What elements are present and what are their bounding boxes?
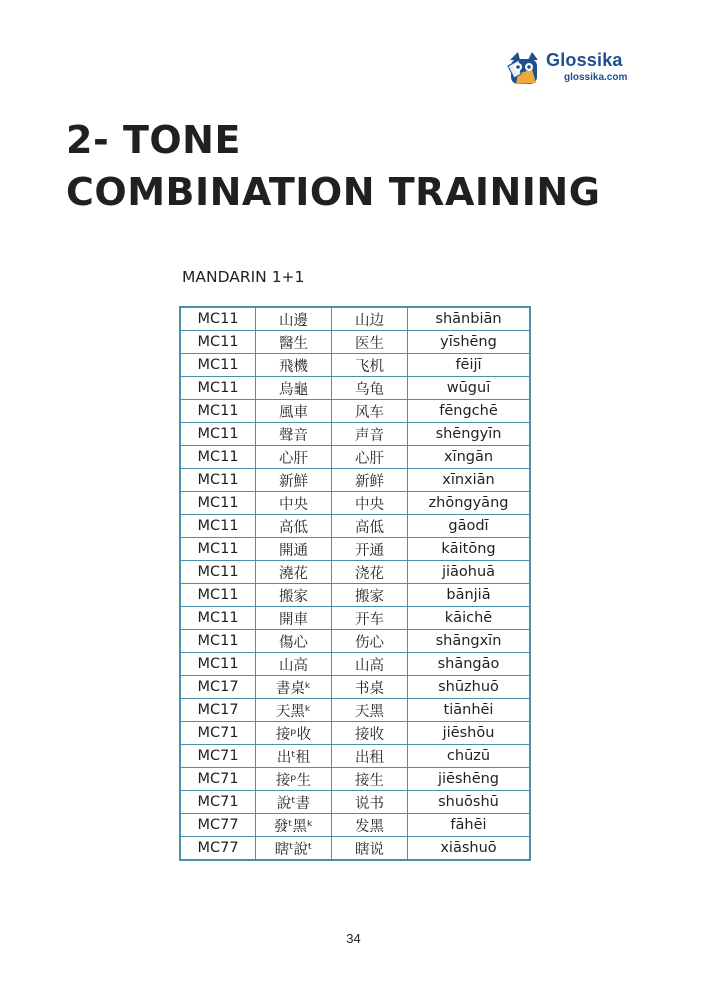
traditional-chinese-cell: 心肝 [256,446,332,469]
traditional-chinese-cell: 瞎ᵗ說ᵗ [256,837,332,861]
word-code-cell: MC11 [180,584,256,607]
table-row [180,538,530,561]
table-row [180,676,530,699]
simplified-chinese-cell: 中央 [332,492,408,515]
pinyin-cell: chūzū [408,745,531,768]
table-row [180,331,530,354]
word-code-cell: MC11 [180,607,256,630]
pinyin-cell: fēngchē [408,400,531,423]
table-row [180,515,530,538]
simplified-chinese-cell: 浇花 [332,561,408,584]
simplified-chinese-cell: 接收 [332,722,408,745]
traditional-chinese-cell: 中央 [256,492,332,515]
pinyin-cell: yīshēng [408,331,531,354]
table-row [180,307,530,331]
pinyin-cell: jiēshōu [408,722,531,745]
traditional-chinese-cell: 山高 [256,653,332,676]
tone-combination-table [179,306,531,861]
traditional-chinese-cell: 醫生 [256,331,332,354]
pinyin-cell: zhōngyāng [408,492,531,515]
traditional-chinese-cell: 新鮮 [256,469,332,492]
traditional-chinese-cell: 風車 [256,400,332,423]
page-title-line-2: COMBINATION TRAINING [66,170,601,214]
pinyin-cell: xīngān [408,446,531,469]
traditional-chinese-cell: 山邊 [256,307,332,331]
word-code-cell: MC11 [180,377,256,400]
table-row [180,354,530,377]
logo-url: glossika.com [564,72,628,83]
simplified-chinese-cell: 心肝 [332,446,408,469]
simplified-chinese-cell: 新鲜 [332,469,408,492]
traditional-chinese-cell: 傷心 [256,630,332,653]
pinyin-cell: shuōshū [408,791,531,814]
pinyin-cell: jiēshēng [408,768,531,791]
simplified-chinese-cell: 医生 [332,331,408,354]
simplified-chinese-cell: 山高 [332,653,408,676]
word-code-cell: MC11 [180,492,256,515]
word-code-cell: MC11 [180,653,256,676]
table-row [180,722,530,745]
traditional-chinese-cell: 接ᵖ收 [256,722,332,745]
traditional-chinese-cell: 說ᵗ書 [256,791,332,814]
pinyin-cell: shānbiān [408,307,531,331]
table-row [180,653,530,676]
table-row [180,584,530,607]
traditional-chinese-cell: 高低 [256,515,332,538]
word-code-cell: MC11 [180,446,256,469]
word-code-cell: MC77 [180,837,256,861]
word-code-cell: MC17 [180,699,256,722]
word-code-cell: MC11 [180,630,256,653]
word-code-cell: MC11 [180,331,256,354]
traditional-chinese-cell: 出ᵗ租 [256,745,332,768]
traditional-chinese-cell: 飛機 [256,354,332,377]
simplified-chinese-cell: 飞机 [332,354,408,377]
word-code-cell: MC71 [180,768,256,791]
traditional-chinese-cell: 搬家 [256,584,332,607]
traditional-chinese-cell: 天黑ᵏ [256,699,332,722]
logo-name: Glossika [546,50,623,70]
section-subtitle: MANDARIN 1+1 [182,268,305,286]
word-code-cell: MC71 [180,722,256,745]
traditional-chinese-cell: 接ᵖ生 [256,768,332,791]
pinyin-cell: tiānhēi [408,699,531,722]
pinyin-cell: wūguī [408,377,531,400]
simplified-chinese-cell: 高低 [332,515,408,538]
word-code-cell: MC11 [180,538,256,561]
traditional-chinese-cell: 書桌ᵏ [256,676,332,699]
table-row [180,745,530,768]
word-code-cell: MC11 [180,400,256,423]
glossika-logo [506,48,656,88]
table-row [180,768,530,791]
pinyin-cell: kāichē [408,607,531,630]
traditional-chinese-cell: 聲音 [256,423,332,446]
word-code-cell: MC11 [180,307,256,331]
word-code-cell: MC17 [180,676,256,699]
table-row [180,630,530,653]
simplified-chinese-cell: 天黑 [332,699,408,722]
traditional-chinese-cell: 澆花 [256,561,332,584]
simplified-chinese-cell: 乌龟 [332,377,408,400]
table-row [180,492,530,515]
simplified-chinese-cell: 说书 [332,791,408,814]
pinyin-cell: shūzhuō [408,676,531,699]
simplified-chinese-cell: 出租 [332,745,408,768]
table-row [180,377,530,400]
traditional-chinese-cell: 烏龜 [256,377,332,400]
table-row [180,400,530,423]
traditional-chinese-cell: 開車 [256,607,332,630]
table-row [180,561,530,584]
word-code-cell: MC71 [180,745,256,768]
simplified-chinese-cell: 瞎说 [332,837,408,861]
word-code-cell: MC11 [180,354,256,377]
simplified-chinese-cell: 风车 [332,400,408,423]
page-number: 34 [346,931,361,946]
simplified-chinese-cell: 书桌 [332,676,408,699]
simplified-chinese-cell: 山边 [332,307,408,331]
pinyin-cell: gāodī [408,515,531,538]
pinyin-cell: kāitōng [408,538,531,561]
table-row [180,469,530,492]
table-row [180,607,530,630]
traditional-chinese-cell: 開通 [256,538,332,561]
tone-combination-table-body [180,307,530,860]
pinyin-cell: xiāshuō [408,837,531,861]
owl-logo-icon [506,50,542,86]
simplified-chinese-cell: 接生 [332,768,408,791]
simplified-chinese-cell: 发黑 [332,814,408,837]
pinyin-cell: shāngxīn [408,630,531,653]
pinyin-cell: jiāohuā [408,561,531,584]
simplified-chinese-cell: 开通 [332,538,408,561]
pinyin-cell: fāhēi [408,814,531,837]
word-code-cell: MC11 [180,515,256,538]
simplified-chinese-cell: 开车 [332,607,408,630]
word-code-cell: MC11 [180,423,256,446]
word-code-cell: MC77 [180,814,256,837]
word-code-cell: MC11 [180,561,256,584]
pinyin-cell: xīnxiān [408,469,531,492]
pinyin-cell: shāngāo [408,653,531,676]
table-row [180,423,530,446]
table-row [180,446,530,469]
simplified-chinese-cell: 声音 [332,423,408,446]
word-code-cell: MC11 [180,469,256,492]
page-title-line-1: 2- TONE [66,118,241,162]
page-title [66,114,600,218]
pinyin-cell: bānjiā [408,584,531,607]
traditional-chinese-cell: 發ᵗ黑ᵏ [256,814,332,837]
simplified-chinese-cell: 伤心 [332,630,408,653]
table-row [180,791,530,814]
simplified-chinese-cell: 搬家 [332,584,408,607]
word-code-cell: MC71 [180,791,256,814]
table-row [180,814,530,837]
pinyin-cell: fēijī [408,354,531,377]
table-row [180,837,530,861]
table-row [180,699,530,722]
pinyin-cell: shēngyīn [408,423,531,446]
